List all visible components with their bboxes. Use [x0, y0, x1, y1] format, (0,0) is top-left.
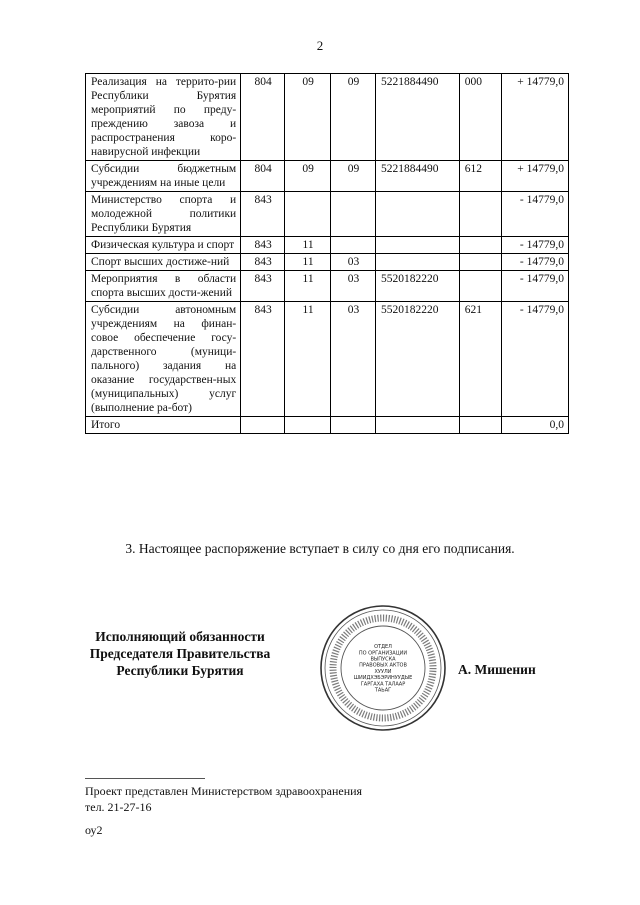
table-row: [86, 302, 569, 417]
signatory-title: [85, 628, 275, 679]
cell-name: Итого: [86, 417, 241, 434]
table-row: [86, 237, 569, 254]
signatory-title-line-3: Республики Бурятия: [116, 663, 244, 678]
cell-subsection: 03: [331, 271, 376, 302]
cell-name: Министерство спорта и молодежной политики Республики Бурятия: [86, 192, 241, 237]
cell-name: Субсидии бюджетным учреждениям на иные цели: [86, 161, 241, 192]
clause-text: 3. Настоящее распоряжение вступает в силу со дня его подписания.: [125, 541, 515, 556]
cell-expense-type: [459, 192, 501, 237]
cell-expense-type: 000: [459, 74, 501, 161]
cell-target-article: [375, 417, 459, 434]
cell-section: 11: [285, 302, 331, 417]
footnote-separator: [85, 778, 205, 779]
cell-name: Мероприятия в области спорта высших дости-жений: [86, 271, 241, 302]
cell-section: [285, 192, 331, 237]
cell-subsection: 09: [331, 74, 376, 161]
cell-name: Физическая культура и спорт: [86, 237, 241, 254]
cell-sum: - 14779,0: [501, 254, 568, 271]
cell-ministry: 804: [241, 74, 285, 161]
cell-subsection: [331, 237, 376, 254]
cell-sum: 0,0: [501, 417, 568, 434]
seal-text-line: ПО ОРГАНИЗАЦИИ: [358, 650, 408, 657]
cell-target-article: [375, 237, 459, 254]
signer-name: А. Мишенин: [458, 662, 536, 677]
cell-name: Субсидии автономным учреждениям на финан-совое обеспечение госу-дарственного (муници-пального) задания на оказание государствен-ных (муниципальных) услуг (выполнение ра-бот): [86, 302, 241, 417]
cell-ministry: 843: [241, 237, 285, 254]
cell-target-article: [375, 192, 459, 237]
budget-table: [85, 73, 569, 434]
cell-subsection: 09: [331, 161, 376, 192]
cell-expense-type: 621: [459, 302, 501, 417]
official-seal: [319, 604, 447, 732]
cell-section: 11: [285, 254, 331, 271]
seal-text-line: ГАРГАХА ТАЛААР: [360, 681, 406, 688]
cell-section: 09: [285, 161, 331, 192]
seal-text-line: ПРАВОВЫХ АКТОВ: [359, 662, 407, 669]
table-row: [86, 161, 569, 192]
cell-sum: + 14779,0: [501, 74, 568, 161]
cell-ministry: 843: [241, 271, 285, 302]
footnote: [85, 783, 362, 815]
cell-subsection: [331, 417, 376, 434]
footnote-line-2: тел. 21-27-16: [85, 800, 152, 814]
seal-text-line: ВЫПУСКА: [370, 656, 396, 663]
seal-text-line: ТАЬАГ: [374, 687, 392, 694]
cell-target-article: 5221884490: [375, 74, 459, 161]
cell-expense-type: [459, 271, 501, 302]
cell-sum: - 14779,0: [501, 302, 568, 417]
signatory-title-line-2: Председателя Правительства: [89, 646, 271, 661]
signatory-title-line-1: Исполняющий обязанности: [95, 629, 265, 644]
cell-target-article: [375, 254, 459, 271]
cell-expense-type: 612: [459, 161, 501, 192]
cell-target-article: 5221884490: [375, 161, 459, 192]
cell-section: 11: [285, 271, 331, 302]
cell-expense-type: [459, 237, 501, 254]
cell-subsection: 03: [331, 254, 376, 271]
seal-text-line: ОТДЕЛ: [374, 644, 392, 651]
seal-text-line: ШИИДХЭБЭРИНУУДЫЕ: [353, 675, 413, 682]
table-row: [86, 192, 569, 237]
cell-sum: - 14779,0: [501, 192, 568, 237]
page-number: 2: [316, 38, 324, 53]
cell-ministry: 843: [241, 192, 285, 237]
cell-section: 11: [285, 237, 331, 254]
cell-sum: - 14779,0: [501, 271, 568, 302]
cell-section: [285, 417, 331, 434]
cell-ministry: [241, 417, 285, 434]
cell-sum: - 14779,0: [501, 237, 568, 254]
table-row: [86, 417, 569, 434]
cell-section: 09: [285, 74, 331, 161]
cell-ministry: 843: [241, 254, 285, 271]
footnote-line-1: Проект представлен Министерством здравоохранения: [85, 784, 363, 798]
cell-ministry: 804: [241, 161, 285, 192]
table-row: [86, 74, 569, 161]
cell-expense-type: [459, 417, 501, 434]
cell-subsection: [331, 192, 376, 237]
cell-ministry: 843: [241, 302, 285, 417]
document-code: оу2: [85, 823, 103, 837]
cell-sum: + 14779,0: [501, 161, 568, 192]
cell-name: Реализация на террито-рии Республики Бурятия мероприятий по преду-преждению завоза и распространения коро-навирусной инфекции: [86, 74, 241, 161]
cell-subsection: 03: [331, 302, 376, 417]
cell-target-article: 5520182220: [375, 302, 459, 417]
table-row: [86, 254, 569, 271]
seal-text-line: ХУУЛИ: [374, 668, 392, 675]
cell-name: Спорт высших достиже-ний: [86, 254, 241, 271]
cell-target-article: 5520182220: [375, 271, 459, 302]
cell-expense-type: [459, 254, 501, 271]
table-row: [86, 271, 569, 302]
